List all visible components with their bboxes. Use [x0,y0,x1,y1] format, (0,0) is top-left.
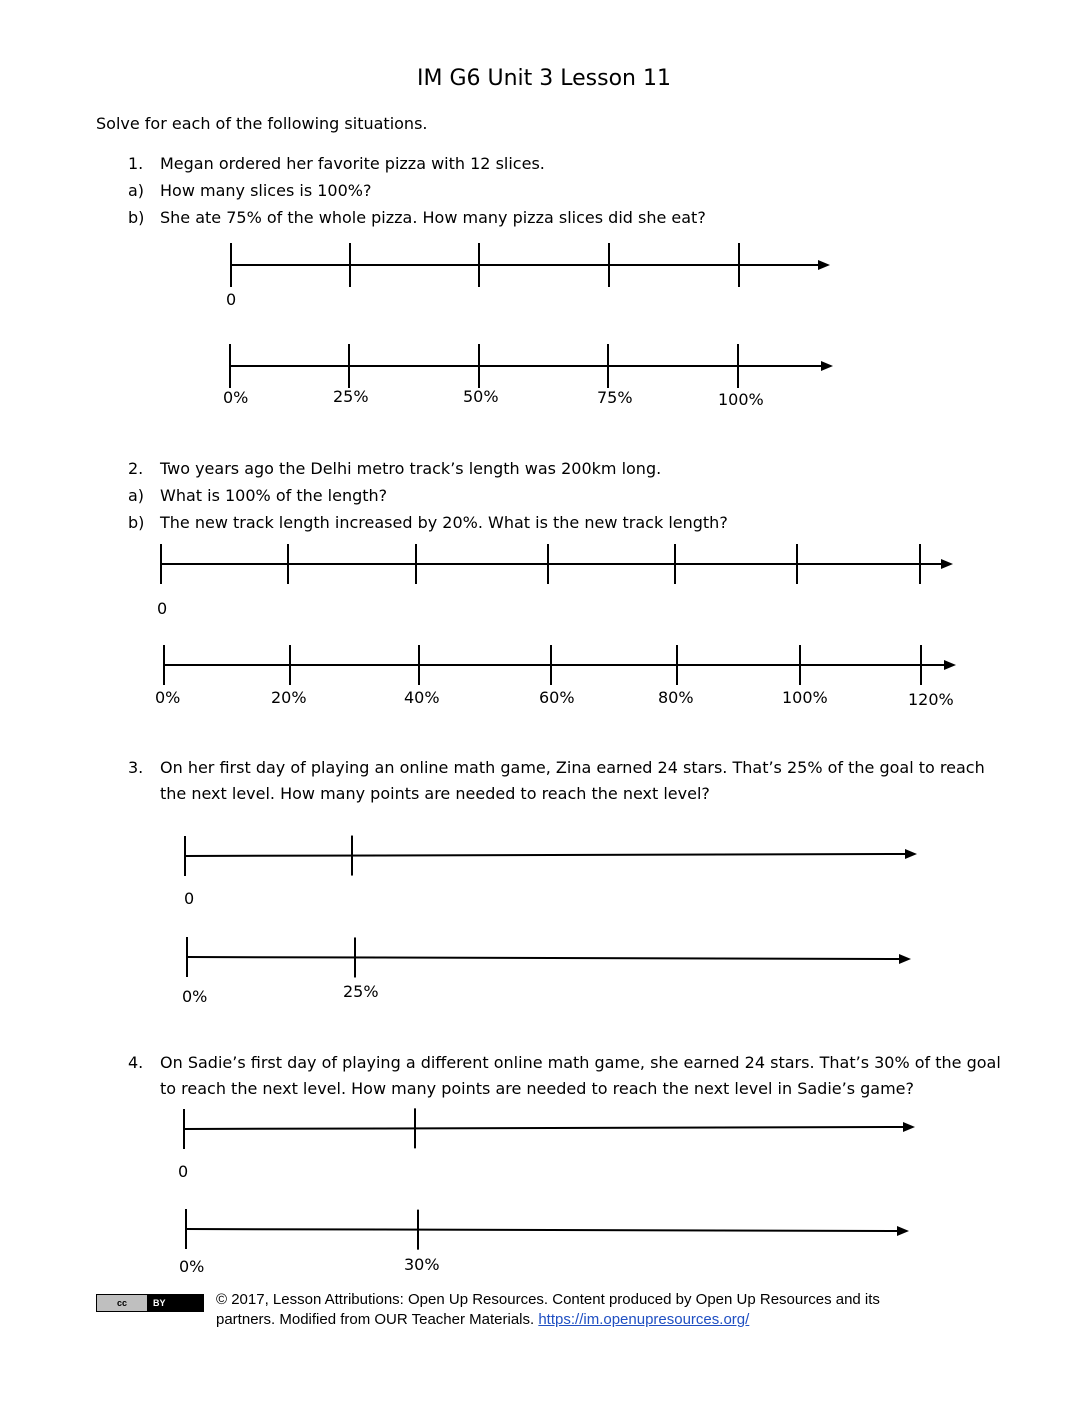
instructions: Solve for each of the following situations. [96,114,428,133]
nl2-bottom-label-20: 20% [271,688,307,707]
nl1-bottom-label-50: 50% [463,387,499,406]
nl2-bottom-label-80: 80% [658,688,694,707]
problem-3-statement-cont: the next level. How many points are needed to reach the next level? [160,784,710,803]
nl3-bottom-label-25: 25% [343,982,379,1001]
nl2-bottom-label-120: 120% [908,690,954,709]
problem-1-number: 1. [128,154,144,173]
nl3-bottom-number-line [187,937,911,977]
nl1-bottom-number-line [230,344,833,388]
openupresources-link[interactable]: https://im.openupresources.org/ [538,1311,750,1328]
problem-1a-label: a) [128,181,145,200]
nl2-bottom-arrowhead [944,660,956,670]
problem-2b-label: b) [128,513,145,532]
problem-2-number: 2. [128,459,144,478]
nl4-bottom-axis [186,1229,899,1231]
nl1-bottom-label-75: 75% [597,388,633,407]
nl4-bottom-label-30: 30% [404,1255,440,1274]
problem-1-statement: Megan ordered her favorite pizza with 12 slices. [160,154,545,173]
page-title: IM G6 Unit 3 Lesson 11 [417,66,671,91]
nl2-bottom-label-40: 40% [404,688,440,707]
nl3-top-label-0: 0 [184,889,195,908]
cc-by-license-badge [96,1294,204,1312]
nl2-top-arrowhead [941,559,953,569]
problem-4-statement-cont: to reach the next level. How many points are needed to reach the next level in Sadie’s game? [160,1079,914,1098]
nl4-bottom-arrowhead [897,1226,909,1236]
problem-2a-label: a) [128,486,145,505]
problem-2a-question: What is 100% of the length? [160,486,388,505]
nl1-top-arrowhead [818,260,830,270]
nl1-top-label-0: 0 [226,290,237,309]
nl4-top-axis [184,1127,905,1129]
nl3-bottom-axis [187,957,901,959]
cc-logo-icon: cc [97,1295,147,1311]
nl2-bottom-label-100: 100% [782,688,828,707]
nl1-bottom-label-25: 25% [333,387,369,406]
footer-modified-text: partners. Modified from OUR Teacher Materials. [216,1311,539,1328]
nl2-bottom-label-60: 60% [539,688,575,707]
problem-4-number: 4. [128,1053,144,1072]
nl3-top-axis [185,854,907,856]
nl3-top-number-line [185,836,917,876]
nl2-top-number-line [161,544,953,584]
problem-1b-question: She ate 75% of the whole pizza. How many pizza slices did she eat? [160,208,706,227]
nl4-top-number-line [184,1108,915,1149]
nl4-top-arrowhead [903,1122,915,1132]
nl1-bottom-arrowhead [821,361,833,371]
by-label: BY [153,1298,166,1308]
problem-2-statement: Two years ago the Delhi metro track’s length was 200km long. [160,459,662,478]
nl1-bottom-label-0: 0% [223,388,249,407]
nl3-top-arrowhead [905,849,917,859]
nl2-top-label-0: 0 [157,599,168,618]
nl4-top-label-0: 0 [178,1162,189,1181]
problem-3-number: 3. [128,758,144,777]
nl4-bottom-number-line [186,1209,909,1250]
problem-1a-question: How many slices is 100%? [160,181,372,200]
nl1-top-number-line [231,243,830,287]
nl2-bottom-number-line [164,645,956,685]
problem-1b-label: b) [128,208,145,227]
footer-attribution-cont [216,1311,749,1328]
nl3-bottom-label-0: 0% [182,987,208,1006]
nl1-bottom-label-100: 100% [718,390,764,409]
problem-4-statement: On Sadie’s first day of playing a different online math game, she earned 24 stars. That’s 30% of the goal [160,1053,1001,1072]
nl4-bottom-label-0: 0% [179,1257,205,1276]
nl3-bottom-arrowhead [899,954,911,964]
problem-3-statement: On her first day of playing an online math game, Zina earned 24 stars. That’s 25% of the goal to reach [160,758,985,777]
footer-attribution: © 2017, Lesson Attributions: Open Up Resources. Content produced by Open Up Resources and its [216,1291,880,1308]
nl2-bottom-label-0: 0% [155,688,181,707]
problem-2b-question: The new track length increased by 20%. What is the new track length? [160,513,728,532]
